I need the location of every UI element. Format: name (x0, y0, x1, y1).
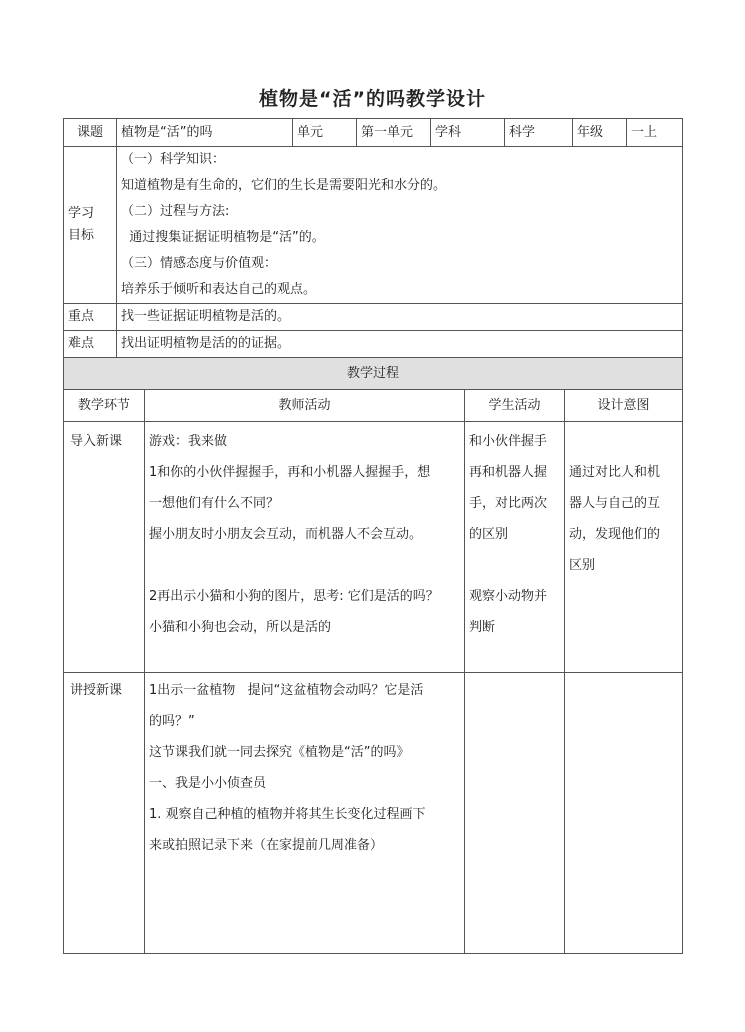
objective-line: 知道植物是有生命的，它们的生长是需要阳光和水分的。 (121, 178, 447, 193)
objectives-label-line2: 目标 (68, 228, 95, 243)
teacher-line: 这节课我们就一同去探究《植物是“活”的吗》 (149, 745, 410, 760)
intent-line: 通过对比人和机 (569, 465, 661, 480)
teacher-cell (145, 673, 465, 954)
column-stage: 教学环节 (64, 390, 145, 422)
objective-line: （二）过程与方法: (121, 204, 230, 219)
objective-line: （一）科学知识： (121, 152, 226, 167)
column-student: 学生活动 (465, 390, 565, 422)
student-line: 手，对比两次 (469, 496, 548, 511)
column-intent: 设计意图 (565, 390, 683, 422)
teacher-line: 一想他们有什么不同？ (149, 496, 280, 511)
teacher-line: 的吗？” (149, 714, 195, 729)
teacher-line: 握小朋友时小朋友会互动，而机器人不会互动。 (149, 527, 423, 542)
teacher-cell (145, 422, 465, 673)
objectives-row (64, 147, 683, 304)
course-label: 课题 (64, 119, 117, 147)
difficulty-label: 难点 (64, 331, 117, 358)
teacher-line: 游戏：我来做 (149, 434, 228, 449)
table-row (64, 422, 683, 673)
student-line: 的区别 (469, 527, 509, 542)
info-table (63, 118, 683, 358)
process-columns-row (64, 390, 683, 422)
stage-cell: 讲授新课 (64, 673, 145, 954)
intent-line: 区别 (569, 558, 596, 573)
teacher-line: 1和你的小伙伴握握手，再和小机器人握握手，想 (149, 465, 431, 480)
key-point-label: 重点 (64, 304, 117, 331)
difficulty-row (64, 331, 683, 358)
student-line (469, 550, 560, 581)
process-header: 教学过程 (64, 358, 683, 390)
difficulty-value: 找出证明植物是活的的证据。 (117, 331, 683, 358)
teacher-line: 1. 观察自己种植的植物并将其生长变化过程画下 (149, 807, 426, 822)
subject-value: 科学 (505, 119, 573, 147)
grade-value: 一上 (627, 119, 683, 147)
teacher-line: 1出示一盆植物 提问“这盆植物会动吗？它是活 (149, 683, 424, 698)
intent-line: 动，发现他们的 (569, 527, 661, 542)
key-point-row (64, 304, 683, 331)
intent-line: 器人与自己的互 (569, 496, 661, 511)
student-line: 和小伙伴握手 (469, 434, 548, 449)
grade-label: 年级 (573, 119, 627, 147)
objectives-content (117, 147, 683, 304)
process-header-row (64, 358, 683, 390)
objective-line: 通过搜集证据证明植物是“活”的。 (121, 230, 325, 245)
document-title: 植物是“活”的吗教学设计 (259, 88, 486, 110)
subject-label: 学科 (431, 119, 505, 147)
objective-line: （三）情感态度与价值观： (121, 256, 278, 271)
column-teacher: 教师活动 (145, 390, 465, 422)
teacher-line (149, 550, 460, 581)
info-row (64, 119, 683, 147)
student-line: 再和机器人握 (469, 465, 548, 480)
objective-line: 培养乐于倾听和表达自己的观点。 (121, 282, 317, 297)
intent-cell (565, 422, 683, 673)
student-cell (465, 673, 565, 954)
teacher-line: 小猫和小狗也会动，所以是活的 (149, 620, 332, 635)
objectives-label (64, 147, 117, 304)
process-table (63, 357, 683, 954)
student-line: 判断 (469, 620, 496, 635)
teacher-line: 2再出示小猫和小狗的图片，思考: 它们是活的吗？ (149, 589, 439, 604)
teacher-line: 来或拍照记录下来（在家提前几周准备） (149, 838, 384, 853)
key-point-value: 找一些证据证明植物是活的。 (117, 304, 683, 331)
unit-value: 第一单元 (357, 119, 431, 147)
teacher-line: 一、我是小小侦查员 (149, 776, 267, 791)
objectives-label-line1: 学习 (68, 206, 95, 221)
student-cell (465, 422, 565, 673)
intent-cell (565, 673, 683, 954)
stage-cell: 导入新课 (64, 422, 145, 673)
course-value: 植物是“活”的吗 (117, 119, 293, 147)
table-row (64, 673, 683, 954)
unit-label: 单元 (293, 119, 357, 147)
student-line: 观察小动物并 (469, 589, 548, 604)
